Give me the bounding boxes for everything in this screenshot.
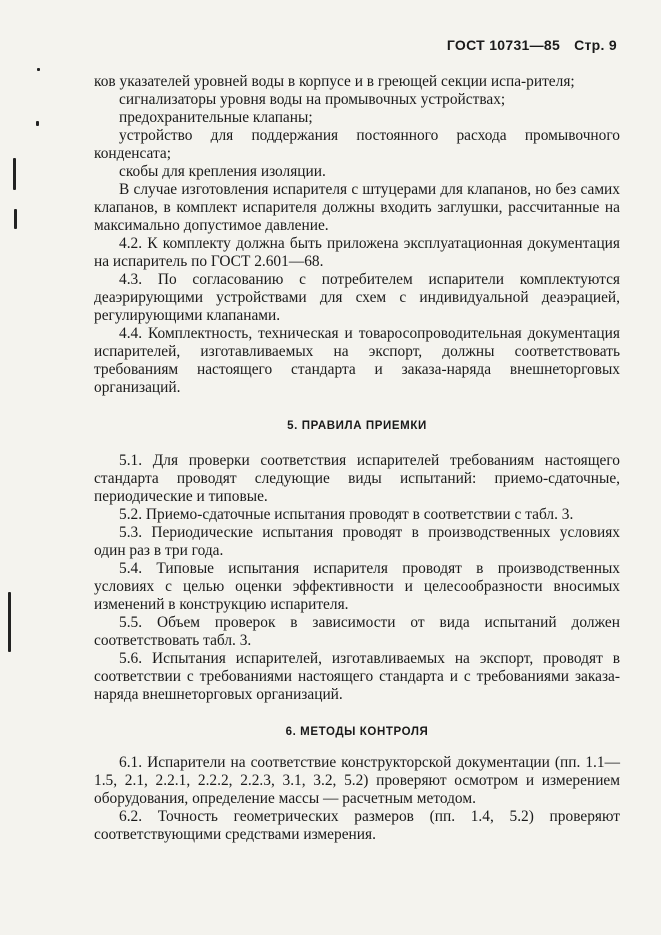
page-header [447,37,617,53]
paragraph-5-4: 5.4. Типовые испытания испарителя проводят в производственных условиях с целью оценки эффективности и целесообразности вносимых изменений в конструкцию испарителя. [94,560,620,613]
paragraph: В случае изготовления испарителя с штуцерами для клапанов, но без самих клапанов, в комплект испарителя должны входить заглушки, рассчитанные на максимально допустимое давление. [94,181,620,234]
paragraph-4-2: 4.2. К комплекту должна быть приложена эксплуатационная документация на испаритель по ГОСТ 2.601—68. [94,235,620,270]
section-heading-5: 5. ПРАВИЛА ПРИЕМКИ [287,420,427,432]
margin-mark [36,121,39,126]
margin-mark [37,68,40,71]
section-heading-6: 6. МЕТОДЫ КОНТРОЛЯ [285,726,429,738]
paragraph-5-3: 5.3. Периодические испытания проводят в производственных условиях один раз в три года. [94,524,620,559]
list-item: предохранительные клапаны; [119,109,313,126]
paragraph-5-1: 5.1. Для проверки соответствия испарителей требованиям настоящего стандарта проводят следующие виды испытаний: приемо-сдаточные, периодические и типовые. [94,452,620,505]
paragraph-4-4: 4.4. Комплектность, техническая и товаросопроводительная документация испарителей, изготавливаемых на экспорт, должны соответствовать требованиям настоящего стандарта и заказа-наряда внешнеторговых организаций. [94,325,620,396]
paragraph-5-6: 5.6. Испытания испарителей, изготавливаемых на экспорт, проводят в соответствии с требованиями настоящего стандарта и с требованиями заказа-наряда внешнеторговых организаций. [94,650,620,703]
text-line: ков указателей уровней воды в корпусе и в греющей секции испа-рителя; [94,73,575,90]
standard-number: ГОСТ 10731—85 [446,37,561,53]
paragraph-6-1: 6.1. Испарители на соответствие конструкторской документации (пп. 1.1—1.5, 2.1, 2.2.1, 2.2.2, 2.2.3, 3.1, 3.2, 5.2) проверяют осмотром и измерением оборудования, определение массы — расчетным методом. [94,754,620,807]
margin-mark [13,158,16,190]
margin-mark [8,592,11,652]
paragraph-5-5: 5.5. Объем проверок в зависимости от вида испытаний должен соответствовать табл. 3. [94,614,620,649]
paragraph-6-2: 6.2. Точность геометрических размеров (пп. 1.4, 5.2) проверяют соответствующими средствами измерения. [94,808,620,843]
list-item: скобы для крепления изоляции. [119,163,326,180]
page-number: Стр. 9 [574,37,617,53]
paragraph-5-2: 5.2. Приемо-сдаточные испытания проводят в соответствии с табл. 3. [119,506,574,523]
list-item: устройство для поддержания постоянного расхода промывочного конденсата; [94,127,620,162]
margin-mark [14,209,17,229]
paragraph-4-3: 4.3. По согласованию с потребителем испарители комплектуются деаэрирующими устройствами для схем с индивидуальной деаэрацией, регулирующими клапанами. [94,271,620,324]
list-item: сигнализаторы уровня воды на промывочных устройствах; [119,91,506,108]
document-body [94,73,620,844]
